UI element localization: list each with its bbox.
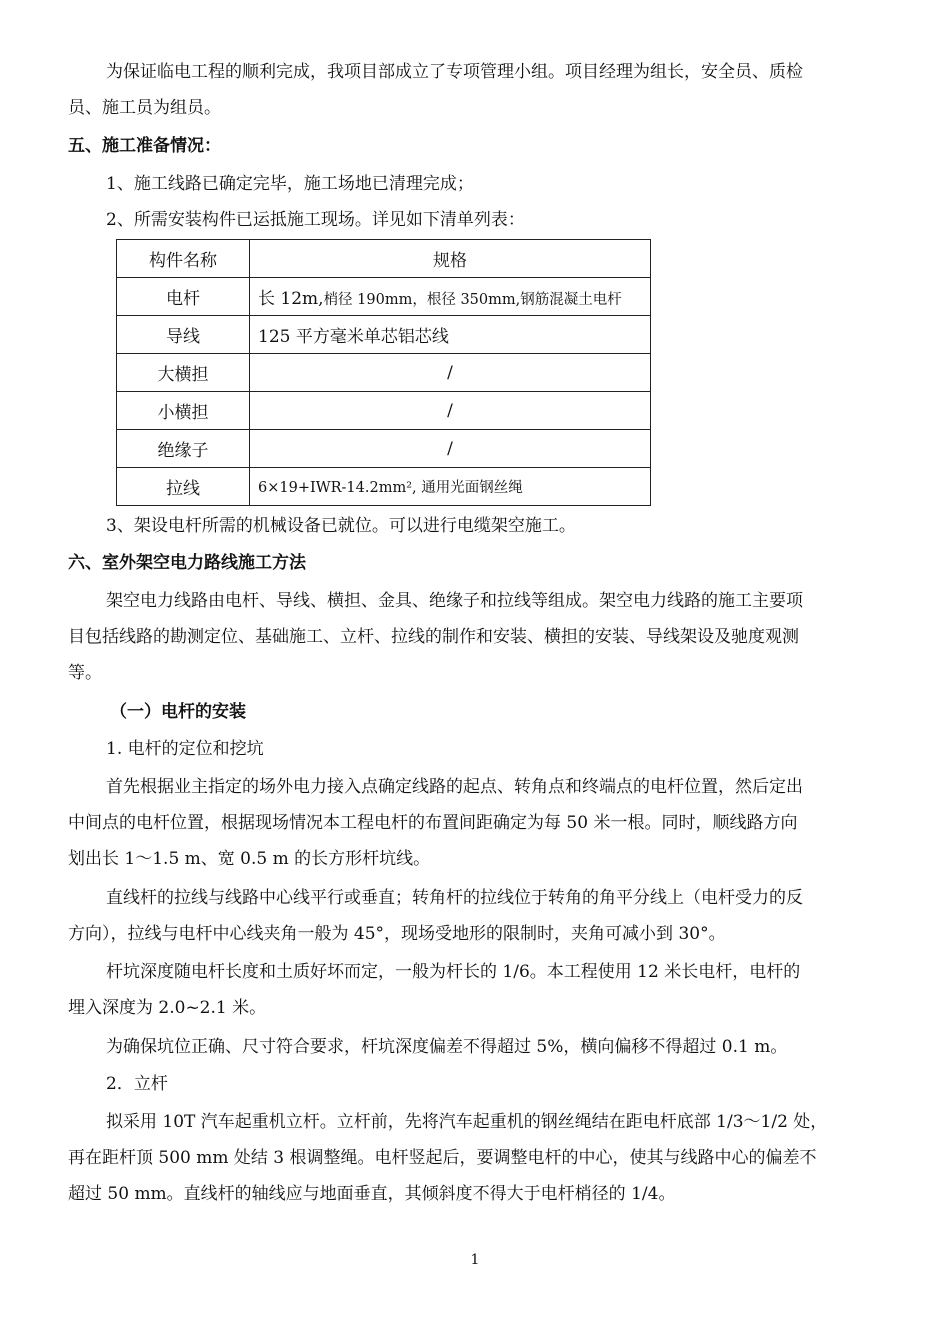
spec-text: 长 12m,	[258, 289, 324, 309]
subsection-1-item-1: 1. 电杆的定位和挖坑	[106, 739, 264, 759]
spec-text-small: 梢径 190mm，根径 350mm,钢筋混凝土电杆	[323, 292, 622, 308]
table-row	[117, 430, 651, 468]
table-cell-name: 绝缘子	[117, 430, 250, 468]
table-cell-name: 拉线	[117, 468, 250, 506]
table-cell-spec: /	[250, 354, 651, 392]
section-5-item-2: 2、所需安装构件已运抵施工现场。详见如下清单列表：	[106, 210, 525, 230]
table-header-name: 构件名称	[117, 240, 250, 278]
paragraph-6-line-3: 超过 50 mm。直线杆的轴线应与地面垂直，其倾斜度不得大于电杆梢径的 1/4。	[68, 1184, 676, 1204]
section-6-para-1-line-1: 架空电力线路由电杆、导线、横担、金具、绝缘子和拉线等组成。架空电力线路的施工主要项	[106, 591, 803, 611]
section-5-heading: 五、施工准备情况：	[68, 136, 221, 156]
subsection-1-item-2: 2．立杆	[106, 1074, 168, 1094]
table-header-spec: 规格	[250, 240, 651, 278]
paragraph-3-line-1: 直线杆的拉线与线路中心线平行或垂直；转角杆的拉线位于转角的角平分线上（电杆受力的反	[106, 888, 803, 908]
section-6-heading: 六、室外架空电力路线施工方法	[68, 553, 306, 573]
paragraph-6-line-2: 再在距杆顶 500 mm 处结 3 根调整绳。电杆竖起后，要调整电杆的中心，使其与线路中心的偏差不	[68, 1148, 817, 1168]
paragraph-4-line-2: 埋入深度为 2.0~2.1 米。	[68, 998, 267, 1018]
paragraph-2-line-3: 划出长 1～1.5 m、宽 0.5 m 的长方形杆坑线。	[68, 849, 431, 869]
section-5-item-1: 1、施工线路已确定完毕，施工场地已清理完成；	[106, 174, 474, 194]
paragraph-3-line-2: 方向），拉线与电杆中心线夹角一般为 45°，现场受地形的限制时，夹角可减小到 30°。	[68, 924, 726, 944]
section-6-para-1-line-3: 等。	[68, 663, 102, 683]
paragraph-2-line-1: 首先根据业主指定的场外电力接入点确定线路的起点、转角点和终端点的电杆位置，然后定出	[106, 777, 803, 797]
component-table	[116, 239, 651, 506]
table-cell-name: 电杆	[117, 278, 250, 316]
section-6-para-1-line-2: 目包括线路的勘测定位、基础施工、立杆、拉线的制作和安装、横担的安装、导线架设及驰度观测	[68, 627, 799, 647]
table-row	[117, 278, 651, 316]
table-cell-name: 大横担	[117, 354, 250, 392]
table-cell-spec: 125 平方毫米单芯铝芯线	[250, 316, 651, 354]
table-row	[117, 392, 651, 430]
table-cell-spec: /	[250, 430, 651, 468]
intro-line-2: 员、施工员为组员。	[68, 98, 221, 118]
paragraph-4-line-1: 杆坑深度随电杆长度和土质好坏而定，一般为杆长的 1/6。本工程使用 12 米长电杆，电杆的	[106, 962, 801, 982]
table-cell-name: 小横担	[117, 392, 250, 430]
intro-line-1: 为保证临电工程的顺利完成，我项目部成立了专项管理小组。项目经理为组长，安全员、质检	[106, 62, 803, 82]
table-header-row	[117, 240, 651, 278]
paragraph-6-line-1: 拟采用 10T 汽车起重机立杆。立杆前，先将汽车起重机的钢丝绳结在距电杆底部 1/3～1/2 处，	[106, 1112, 828, 1132]
table-row	[117, 354, 651, 392]
table-cell-spec: /	[250, 392, 651, 430]
subsection-1-heading: （一）电杆的安装	[110, 702, 246, 722]
section-5-item-3: 3、架设电杆所需的机械设备已就位。可以进行电缆架空施工。	[106, 516, 576, 536]
paragraph-5-line-1: 为确保坑位正确、尺寸符合要求，杆坑深度偏差不得超过 5%，横向偏移不得超过 0.1 m。	[106, 1037, 788, 1057]
table-row	[117, 316, 651, 354]
table-row	[117, 468, 651, 506]
page-number: 1	[470, 1252, 480, 1268]
paragraph-2-line-2: 中间点的电杆位置，根据现场情况本工程电杆的布置间距确定为每 50 米一根。同时，顺线路方向	[68, 813, 798, 833]
table-cell-name: 导线	[117, 316, 250, 354]
table-cell-spec: 6×19+IWR-14.2mm², 通用光面钢丝绳	[250, 468, 651, 506]
table-cell-spec	[250, 278, 651, 316]
